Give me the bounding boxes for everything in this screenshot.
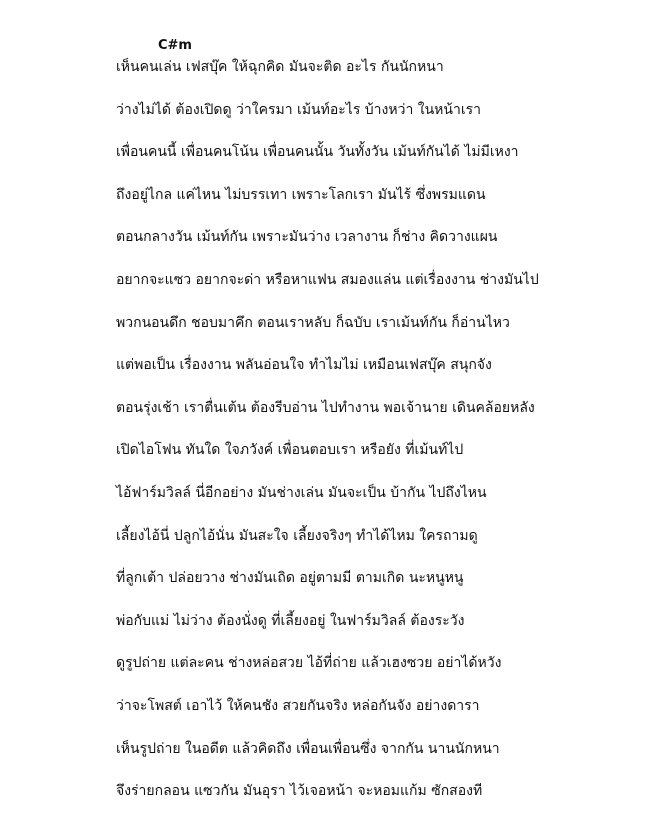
lyric-line: ที่ลูกเต้า ปล่อยวาง ช่างมันเถิด อยู่ตามมี ตามเกิด นะหนูหนู — [116, 570, 464, 587]
lyric-line: เห็นรูปถ่าย ในอดีต แล้วคิดถึง เพื่อนเพื่อนซึ่ง จากกัน นานนักหนา — [116, 740, 500, 757]
lyric-line: เลี้ยงไอ้นี่ ปลูกไอ้นั่น มันสะใจ เลี้ยงจริงๆ ทำได้ไหม ใครถามดู — [116, 527, 478, 544]
lyric-line: ดูรูปถ่าย แต่ละคน ช่างหล่อสวย ไอ้ที่ถ่าย แล้วเฮงซวย อย่าได้หวัง — [116, 655, 502, 672]
lyric-line: ว่าจะโพสต์ เอาไว้ ให้คนชัง สวยกันจริง หล่อกันจัง อย่างดารา — [116, 697, 480, 714]
lyric-line: ว่างไม่ได้ ต้องเปิดดู ว่าใครมา เม้นท์อะไร บ้างหว่า ในหน้าเรา — [116, 101, 482, 118]
lyric-line: เพื่อนคนนี้ เพื่อนคนโน้น เพื่อนคนนั้น วันทั้งวัน เม้นท์กันได้ ไม่มีเหงา — [116, 144, 519, 161]
lyric-line: ตอนกลางวัน เม้นท์กัน เพราะมันว่าง เวลางาน ก็ช่าง คิดวางแผน — [116, 229, 498, 246]
lyric-line: ไอ้ฟาร์มวิลล์ นี่อีกอย่าง มันช่างเล่น มันจะเป็น บ้ากัน ไปถึงไหน — [116, 484, 487, 501]
lyric-line: เปิดไอโฟน ทันใด ใจภวังค์ เพื่อนตอบเรา หรือยัง ที่เม้นท์ไป — [116, 442, 464, 459]
lyric-line: ถึงอยู่ไกล แค่ไหน ไม่บรรเทา เพราะโลกเรา มันไร้ ซึ่งพรมแดน — [116, 186, 486, 203]
lyric-line: พวกนอนดึก ชอบมาคึก ตอนเราหลับ ก็ฉบับ เราเม้นท์กัน ก็อ่านไหว — [116, 314, 510, 331]
lyric-line: เห็นคนเล่น เฟสบุ๊ค ให้ฉุกคิด มันจะติด อะไร กันนักหนา — [116, 59, 444, 75]
lyric-line: อยากจะแซว อยากจะด่า หรือหาแฟน สมองแล่น แต่เรื่องงาน ช่างมันไป — [116, 271, 539, 288]
lyric-line: แต่พอเป็น เรื่องงาน พลันอ่อนใจ ทำไมไม่ เหมือนเฟสบุ๊ค สนุกจัง — [116, 357, 492, 374]
lyrics-list — [116, 56, 656, 823]
lyric-line: พ่อกับแม่ ไม่ว่าง ต้องนั่งดู ที่เลี้ยงอยู่ ในฟาร์มวิลล์ ต้องระวัง — [116, 612, 465, 629]
chord-label: C#m — [158, 38, 192, 53]
lyric-line: ตอนรุ่งเช้า เราตื่นเต้น ต้องรีบอ่าน ไปทำงาน พอเจ้านาย เดินคล้อยหลัง — [116, 399, 535, 416]
lyric-line: จึงร่ายกลอน แซวกัน มันอุรา ไว้เจอหน้า จะหอมแก้ม ซักสองที — [116, 783, 483, 800]
